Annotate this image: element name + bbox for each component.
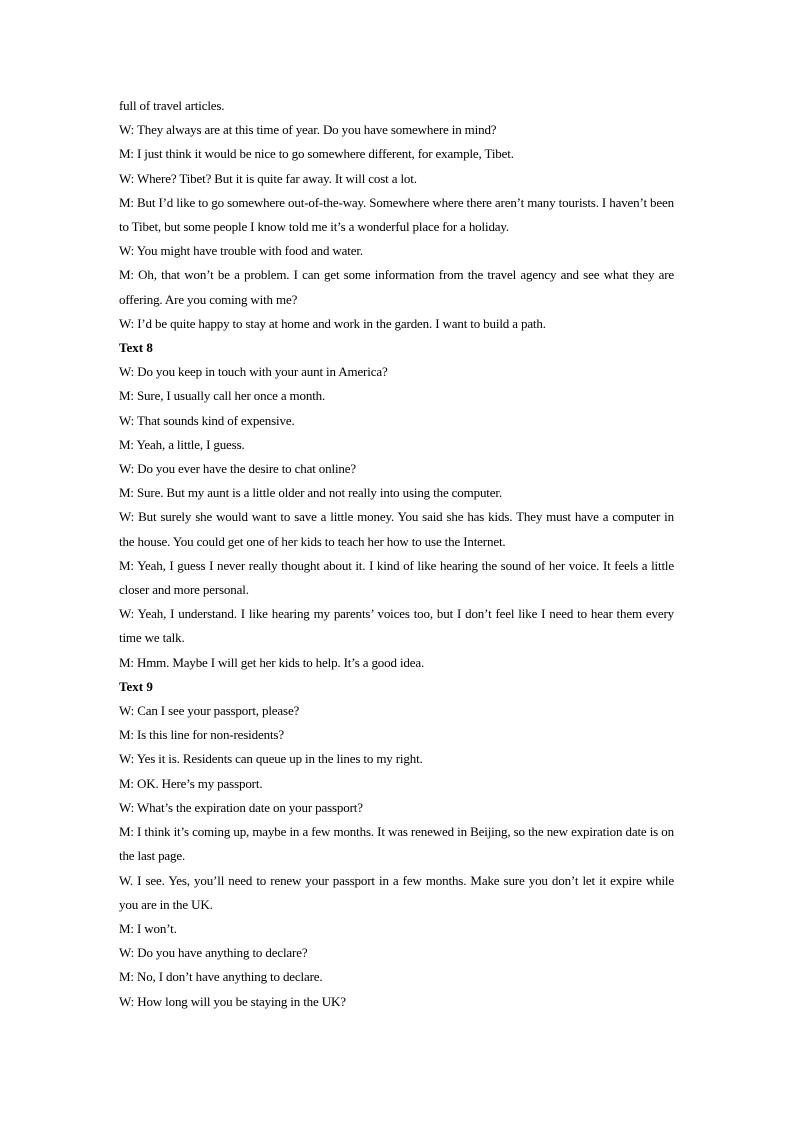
dialogue-line: M: Sure. But my aunt is a little older and not really into using the computer. [119,485,502,501]
dialogue-line: M: No, I don’t have anything to declare. [119,969,323,985]
dialogue-line: M: OK. Here’s my passport. [119,775,263,791]
dialogue-line: full of travel articles. [119,98,225,113]
dialogue-line: M: Hmm. Maybe I will get her kids to help. It’s a good idea. [119,654,425,670]
dialogue-line: W: Do you have anything to declare? [119,945,308,961]
section-heading-text-9: Text 9 [119,678,153,694]
dialogue-line: M: Is this line for non-residents? [119,727,284,743]
dialogue-line: M: I just think it would be nice to go somewhere different, for example, Tibet. [119,146,514,162]
dialogue-line: W: You might have trouble with food and water. [119,243,363,259]
dialogue-line: W: How long will you be staying in the UK? [119,993,346,1009]
dialogue-line: W: That sounds kind of expensive. [119,412,295,428]
dialogue-line: M: Yeah, I guess I never really thought about it. I kind of like hearing the sound of her voice. It feels a little closer and more personal. [119,557,674,598]
dialogue-line: W: Do you ever have the desire to chat online? [119,461,356,477]
dialogue-line: W: Yeah, I understand. I like hearing my parents’ voices too, but I don’t feel like I need to hear them every time we talk. [119,606,674,646]
dialogue-line: W: What’s the expiration date on your passport? [119,799,363,815]
dialogue-line: W: I’d be quite happy to stay at home and work in the garden. I want to build a path. [119,315,546,331]
dialogue-line: W: They always are at this time of year. Do you have somewhere in mind? [119,122,497,138]
dialogue-line: M: Oh, that won’t be a problem. I can get some information from the travel agency and see what they are offering. Are you coming with me? [119,267,674,307]
document-page [119,94,674,1014]
dialogue-line: M: Yeah, a little, I guess. [119,436,245,452]
dialogue-line: M: I think it’s coming up, maybe in a few months. It was renewed in Beijing, so the new expiration date is on the last page. [119,824,674,864]
section-heading-text-8: Text 8 [119,340,153,356]
dialogue-line: W: Can I see your passport, please? [119,703,300,719]
dialogue-line: M: But I’d like to go somewhere out-of-the-way. Somewhere where there aren’t many tourists. I haven’t been to Tibet, but some people I know told me it’s a wonderful place for a holiday. [119,194,674,235]
dialogue-line: W: Do you keep in touch with your aunt in America? [119,364,388,380]
dialogue-line: M: Sure, I usually call her once a month. [119,388,326,404]
dialogue-line: W. I see. Yes, you’ll need to renew your passport in a few months. Make sure you don’t let it expire while you are in the UK. [119,872,674,912]
dialogue-line: W: Where? Tibet? But it is quite far away. It will cost a lot. [119,170,417,186]
dialogue-line: M: I won’t. [119,920,177,936]
dialogue-line: W: Yes it is. Residents can queue up in the lines to my right. [119,751,423,767]
dialogue-line: W: But surely she would want to save a little money. You said she has kids. They must have a computer in the house. You could get one of her kids to teach her how to use the Internet. [119,509,674,549]
